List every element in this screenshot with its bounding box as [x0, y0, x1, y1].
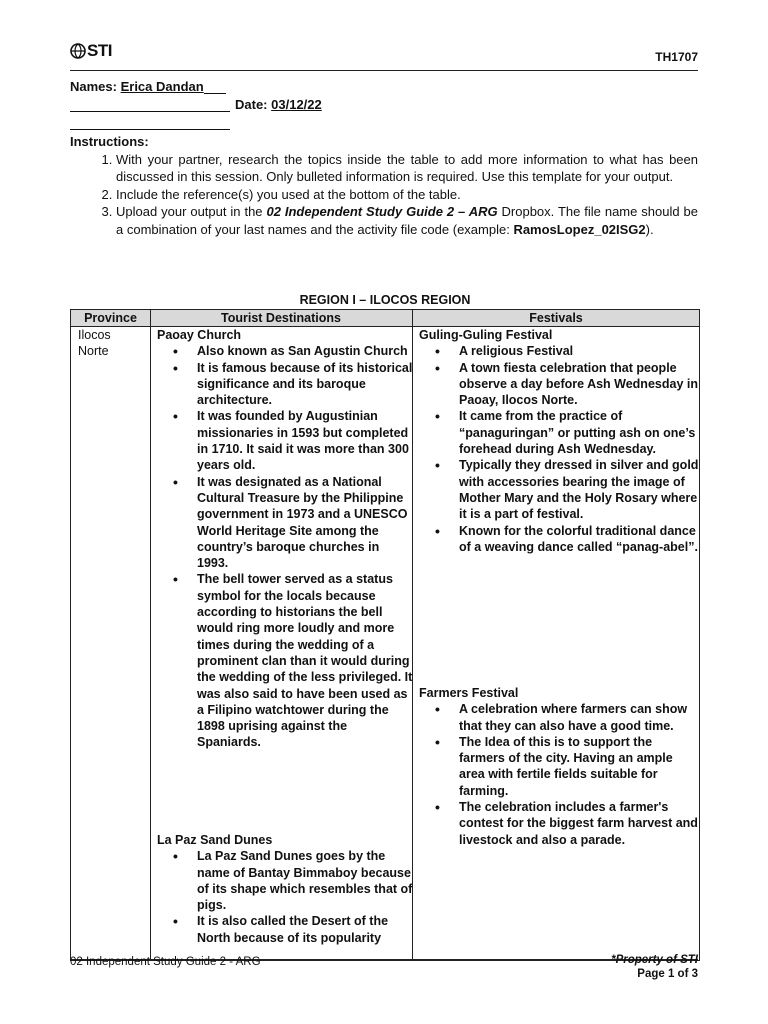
second-blank-line — [70, 129, 230, 130]
instruction-text: ). — [645, 221, 654, 237]
list-item: • It was founded by Augustinian missionaries in 1593 but completed in 1710. It said it was more than 300 years old. — [197, 408, 413, 473]
instruction-item: 1. With your partner, research the topics inside the table to add more information to what has been discussed in this session. Only bulleted information is required. Use this template for your output. — [116, 151, 698, 186]
festival-bullets — [419, 343, 701, 555]
destination-title: La Paz Sand Dunes — [157, 833, 273, 847]
list-item: • A celebration where farmers can show that they can also have a good time. — [459, 701, 701, 734]
instructions-title: Instructions: — [70, 134, 149, 149]
list-item: • Also known as San Agustin Church — [197, 343, 413, 359]
festival-title: Guling-Guling Festival — [419, 328, 553, 342]
footer-property-note: *Property of STI — [611, 954, 698, 966]
dropbox-name: 02 Independent Study Guide 2 – ARG — [266, 204, 498, 219]
instructions-block — [70, 133, 698, 238]
instruction-text: Upload your output in the — [116, 204, 267, 219]
list-item: • The Idea of this is to support the farmers of the city. Having an ample area with fertile fields suitable for farming. — [459, 734, 701, 799]
date-value: 03/12/22 — [271, 97, 322, 112]
province-cell — [78, 327, 148, 360]
destination-bullets — [157, 343, 413, 750]
date-line — [235, 97, 322, 112]
list-item: • It is also called the Desert of the North because of its popularity — [197, 913, 413, 946]
names-blank — [204, 93, 226, 94]
list-item: • A town fiesta celebration that people observe a day before Ash Wednesday in Paoay, Ilocos Norte. — [459, 360, 701, 409]
names-line — [70, 79, 226, 94]
top-divider — [70, 70, 698, 71]
list-item: • La Paz Sand Dunes goes by the name of Bantay Bimmaboy because of its shape which resembles that of pigs. — [197, 848, 413, 913]
festival-bullets — [419, 701, 701, 848]
document-code: TH1707 — [655, 50, 698, 64]
list-item: • It was designated as a National Cultural Treasure by the Philippine government in 1973 and a UNESCO World Heritage Site among the country’s baroque churches in 1993. — [197, 474, 413, 572]
festival-farmers — [419, 685, 701, 848]
date-label: Date: — [235, 97, 268, 112]
names-value — [121, 79, 226, 94]
list-item: • A religious Festival — [459, 343, 701, 359]
destination-paoay-church — [157, 327, 413, 751]
list-item: • Typically they dressed in silver and gold with accessories bearing the image of Mother Mary and the Holy Rosary where it is a part of festival. — [459, 457, 701, 522]
names-label: Names: — [70, 79, 117, 94]
instruction-item — [116, 203, 698, 238]
header-province: Province — [84, 311, 137, 325]
destination-title: Paoay Church — [157, 328, 242, 342]
list-item: • The bell tower served as a status symbol for the locals because according to historians the bell would ring more loudly and more times during the wedding of a prominent clan than it would during the wedding of the less privileged. It was also said to have been used as a Filipino watchtower during the 1898 uprising against the Spaniards. — [197, 571, 413, 750]
logo-text: STI — [87, 41, 112, 60]
footer-course-title: 02 Independent Study Guide 2 - ARG — [70, 956, 261, 968]
list-item: • The celebration includes a farmer's contest for the biggest farm harvest and livestock and also a parade. — [459, 799, 701, 848]
region-title: REGION I – ILOCOS REGION — [299, 293, 471, 307]
list-item: • It came from the practice of “panaguringan” or putting ash on one’s forehead during Ash Wednesday. — [459, 408, 701, 457]
province-name-line: Ilocos — [78, 328, 111, 342]
globe-logo-icon — [70, 43, 86, 59]
list-item: • Known for the colorful traditional dance of a weaving dance called “panag-abel”. — [459, 523, 701, 556]
header-festivals: Festivals — [529, 311, 583, 325]
instruction-item: 2. Include the reference(s) you used at the bottom of the table. — [116, 186, 698, 204]
region-table — [70, 309, 700, 961]
column-divider — [150, 310, 151, 960]
name-blank-line — [70, 111, 230, 112]
instructions-list — [70, 151, 698, 239]
festival-title: Farmers Festival — [419, 686, 519, 700]
example-filename: RamosLopez_02ISG2 — [513, 221, 646, 237]
instruction-text: Dropbox. The file name should be a combination of your last names and the activity file code (example: — [116, 204, 698, 237]
destination-bullets — [157, 848, 413, 946]
destination-la-paz-sand-dunes — [157, 832, 413, 946]
table-header-row — [71, 310, 699, 327]
header-tourist-destinations: Tourist Destinations — [221, 311, 341, 325]
page-number: Page 1 of 3 — [637, 968, 698, 980]
list-item: • It is famous because of its historical significance and its baroque architecture. — [197, 360, 413, 409]
province-name-line: Norte — [78, 344, 109, 359]
names-text: Erica Dandan — [120, 79, 204, 94]
sti-logo — [70, 41, 112, 61]
festival-guling-guling — [419, 327, 701, 555]
